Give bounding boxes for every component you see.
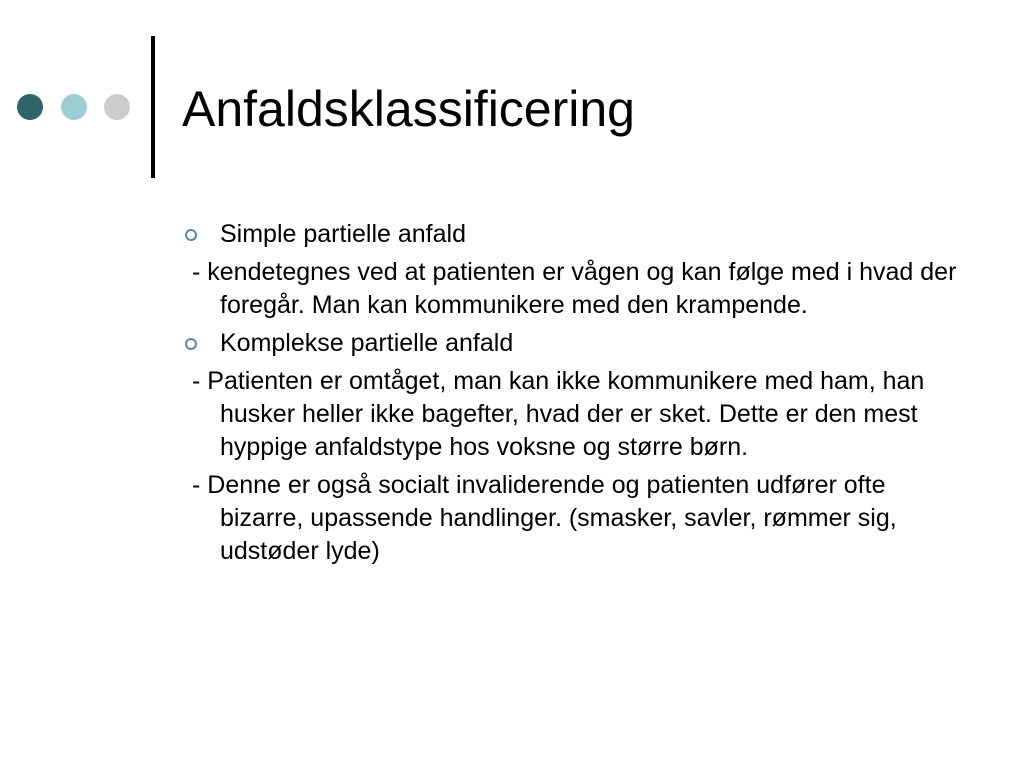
slide-content (182, 218, 962, 573)
title-divider (151, 36, 155, 178)
bullet-item-simple (182, 218, 962, 251)
bullet-text: Simple partielle anfald (220, 220, 466, 248)
bullet-item-complex (182, 327, 962, 360)
slide-title: Anfaldsklassificering (182, 81, 635, 137)
sub-item-complex-description: - Patienten er omtåget, man kan ikke kommunikere med ham, han husker heller ikke bagefter, hvad der er sket. Dette er den mest hyppige anfaldstype hos voksne og større børn. (192, 367, 925, 461)
sub-item-simple-description: - kendetegnes ved at patienten er vågen og kan følge med i hvad der foregår. Man kan kommunikere med den krampende. (192, 258, 957, 319)
decorative-dot-dark (17, 94, 43, 120)
circle-bullet-icon (185, 338, 197, 350)
decorative-dot-gray (104, 94, 130, 120)
decorative-dot-light (61, 94, 87, 120)
circle-bullet-icon (185, 229, 197, 241)
bullet-text: Komplekse partielle anfald (220, 329, 514, 357)
sub-item-complex-behaviour: - Denne er også socialt invaliderende og patienten udfører ofte bizarre, upassende handlinger. (smasker, savler, rømmer sig, udstøder lyde) (192, 471, 897, 565)
